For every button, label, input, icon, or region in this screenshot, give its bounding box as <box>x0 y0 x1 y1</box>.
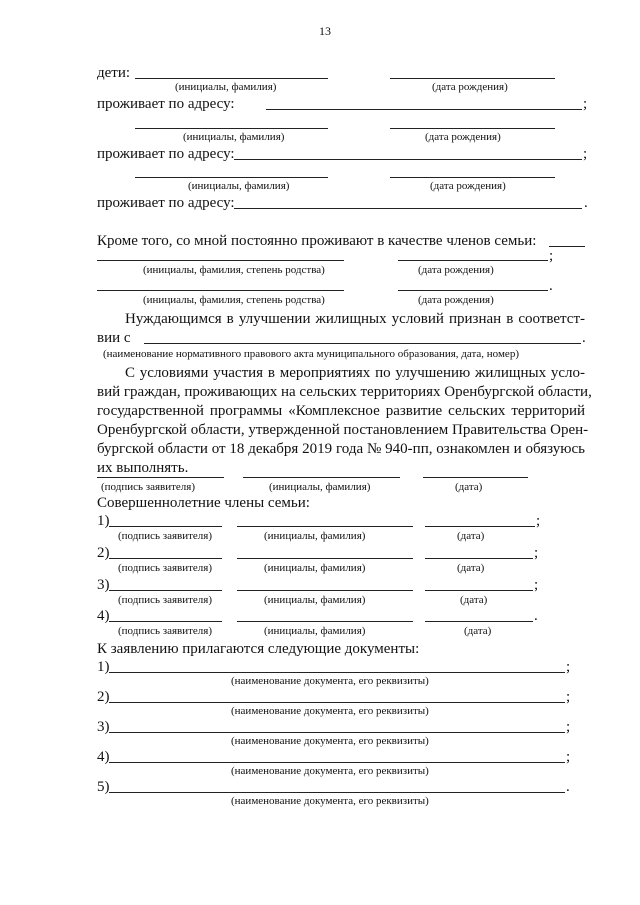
family-2-end-mark: . <box>549 278 553 294</box>
adult-2-end-mark: ; <box>534 545 539 561</box>
family-intro-line[interactable] <box>549 246 585 247</box>
child-3-name-caption: (инициалы, фамилия) <box>188 180 290 192</box>
child-3-end-mark: . <box>584 195 588 211</box>
child-2-address-label: проживает по адресу: <box>97 146 235 162</box>
family-2-caption: (инициалы, фамилия, степень родства) <box>143 294 325 306</box>
doc-3-num: 3) <box>97 719 110 735</box>
page-number: 13 <box>319 24 331 38</box>
child-3-address-line[interactable] <box>234 208 582 209</box>
documents-title: К заявлению прилагаются следующие документы: <box>97 641 420 657</box>
family-1-name-line[interactable] <box>97 260 344 261</box>
doc-4-caption: (наименование документа, его реквизиты) <box>231 765 429 777</box>
family-1-caption: (инициалы, фамилия, степень родства) <box>143 264 325 276</box>
doc-2-caption: (наименование документа, его реквизиты) <box>231 705 429 717</box>
doc-3-caption: (наименование документа, его реквизиты) <box>231 735 429 747</box>
family-1-date-caption: (дата рождения) <box>418 264 494 276</box>
adult-1-name-caption: (инициалы, фамилия) <box>264 530 366 542</box>
adult-2-signature-line[interactable] <box>109 558 222 559</box>
recognition-end-mark: . <box>582 330 586 346</box>
doc-5-end-mark: . <box>566 779 570 795</box>
applicant-date-line[interactable] <box>423 477 528 478</box>
adult-4-end-mark: . <box>534 608 538 624</box>
conditions-line-6: их выполнять. <box>97 460 189 476</box>
family-1-date-line[interactable] <box>398 260 548 261</box>
applicant-signature-caption: (подпись заявителя) <box>101 481 196 493</box>
adult-1-date-line[interactable] <box>425 526 535 527</box>
doc-5-line[interactable] <box>109 792 565 793</box>
adult-members-title: Совершеннолетние члены семьи: <box>97 495 310 511</box>
family-2-date-caption: (дата рождения) <box>418 294 494 306</box>
adult-3-signature-caption: (подпись заявителя) <box>118 594 213 606</box>
adult-4-name-line[interactable] <box>237 621 413 622</box>
adult-3-num: 3) <box>97 577 110 593</box>
conditions-line-3: государственной программы «Комплексное развитие сельских территорий <box>97 403 585 419</box>
applicant-name-caption: (инициалы, фамилия) <box>269 481 371 493</box>
adult-3-signature-line[interactable] <box>109 590 222 591</box>
family-1-end-mark: ; <box>549 248 554 264</box>
adult-4-date-caption: (дата) <box>464 625 492 637</box>
applicant-name-line[interactable] <box>243 477 400 478</box>
doc-3-line[interactable] <box>109 732 565 733</box>
adult-2-signature-caption: (подпись заявителя) <box>118 562 213 574</box>
child-2-date-line[interactable] <box>390 128 555 129</box>
adult-3-name-caption: (инициалы, фамилия) <box>264 594 366 606</box>
adult-4-signature-caption: (подпись заявителя) <box>118 625 213 637</box>
adult-1-name-line[interactable] <box>237 526 413 527</box>
child-3-address-label: проживает по адресу: <box>97 195 235 211</box>
child-1-end-mark: ; <box>583 96 588 112</box>
child-2-date-caption: (дата рождения) <box>425 131 501 143</box>
conditions-line-4: Оренбургской области, утвержденной постановлением Правительства Орен- <box>97 422 589 438</box>
doc-1-num: 1) <box>97 659 110 675</box>
adult-2-date-line[interactable] <box>425 558 533 559</box>
child-1-date-caption: (дата рождения) <box>432 81 508 93</box>
child-3-date-caption: (дата рождения) <box>430 180 506 192</box>
child-2-end-mark: ; <box>583 146 588 162</box>
adult-2-name-line[interactable] <box>237 558 413 559</box>
applicant-date-caption: (дата) <box>455 481 483 493</box>
adult-2-name-caption: (инициалы, фамилия) <box>264 562 366 574</box>
doc-4-num: 4) <box>97 749 110 765</box>
adult-1-end-mark: ; <box>536 513 541 529</box>
child-1-name-line[interactable] <box>135 78 328 79</box>
adult-3-date-caption: (дата) <box>460 594 488 606</box>
child-1-address-line[interactable] <box>266 109 582 110</box>
recognition-line-2: вии с <box>97 330 131 346</box>
recognition-caption: (наименование нормативного правового акта муниципального образования, дата, номер) <box>103 348 519 360</box>
doc-5-caption: (наименование документа, его реквизиты) <box>231 795 429 807</box>
doc-2-line[interactable] <box>109 702 565 703</box>
adult-4-num: 4) <box>97 608 110 624</box>
child-3-date-line[interactable] <box>390 177 555 178</box>
adult-4-signature-line[interactable] <box>109 621 222 622</box>
doc-4-end-mark: ; <box>566 749 571 765</box>
adult-3-end-mark: ; <box>534 577 539 593</box>
conditions-line-1: С условиями участия в мероприятиях по улучшению жилищных усло- <box>125 365 585 381</box>
adult-1-num: 1) <box>97 513 110 529</box>
doc-3-end-mark: ; <box>566 719 571 735</box>
child-3-name-line[interactable] <box>135 177 328 178</box>
adult-1-signature-line[interactable] <box>109 526 222 527</box>
conditions-line-5: бургской области от 18 декабря 2019 года № 940-пп, ознакомлен и обязуюсь <box>97 441 585 457</box>
child-2-name-line[interactable] <box>135 128 328 129</box>
adult-4-name-caption: (инициалы, фамилия) <box>264 625 366 637</box>
child-2-name-caption: (инициалы, фамилия) <box>183 131 285 143</box>
recognition-line-1: Нуждающимся в улучшении жилищных условий признан в соответст- <box>125 311 585 327</box>
child-2-address-line[interactable] <box>234 159 582 160</box>
adult-1-date-caption: (дата) <box>457 530 485 542</box>
recognition-act-line[interactable] <box>144 343 581 344</box>
adult-3-date-line[interactable] <box>425 590 533 591</box>
doc-1-end-mark: ; <box>566 659 571 675</box>
child-1-date-line[interactable] <box>390 78 555 79</box>
adult-2-num: 2) <box>97 545 110 561</box>
doc-2-num: 2) <box>97 689 110 705</box>
conditions-line-2: вий граждан, проживающих на сельских территориях Оренбургской области, <box>97 384 592 400</box>
doc-5-num: 5) <box>97 779 110 795</box>
doc-2-end-mark: ; <box>566 689 571 705</box>
applicant-signature-line[interactable] <box>97 477 224 478</box>
doc-1-line[interactable] <box>109 672 565 673</box>
doc-1-caption: (наименование документа, его реквизиты) <box>231 675 429 687</box>
children-label: дети: <box>97 65 131 81</box>
adult-2-date-caption: (дата) <box>457 562 485 574</box>
family-2-date-line[interactable] <box>398 290 548 291</box>
adult-3-name-line[interactable] <box>237 590 413 591</box>
adult-1-signature-caption: (подпись заявителя) <box>118 530 213 542</box>
adult-4-date-line[interactable] <box>425 621 533 622</box>
family-2-name-line[interactable] <box>97 290 344 291</box>
child-1-name-caption: (инициалы, фамилия) <box>175 81 277 93</box>
child-1-address-label: проживает по адресу: <box>97 96 235 112</box>
family-members-intro: Кроме того, со мной постоянно проживают в качестве членов семьи: <box>97 233 537 249</box>
doc-4-line[interactable] <box>109 762 565 763</box>
